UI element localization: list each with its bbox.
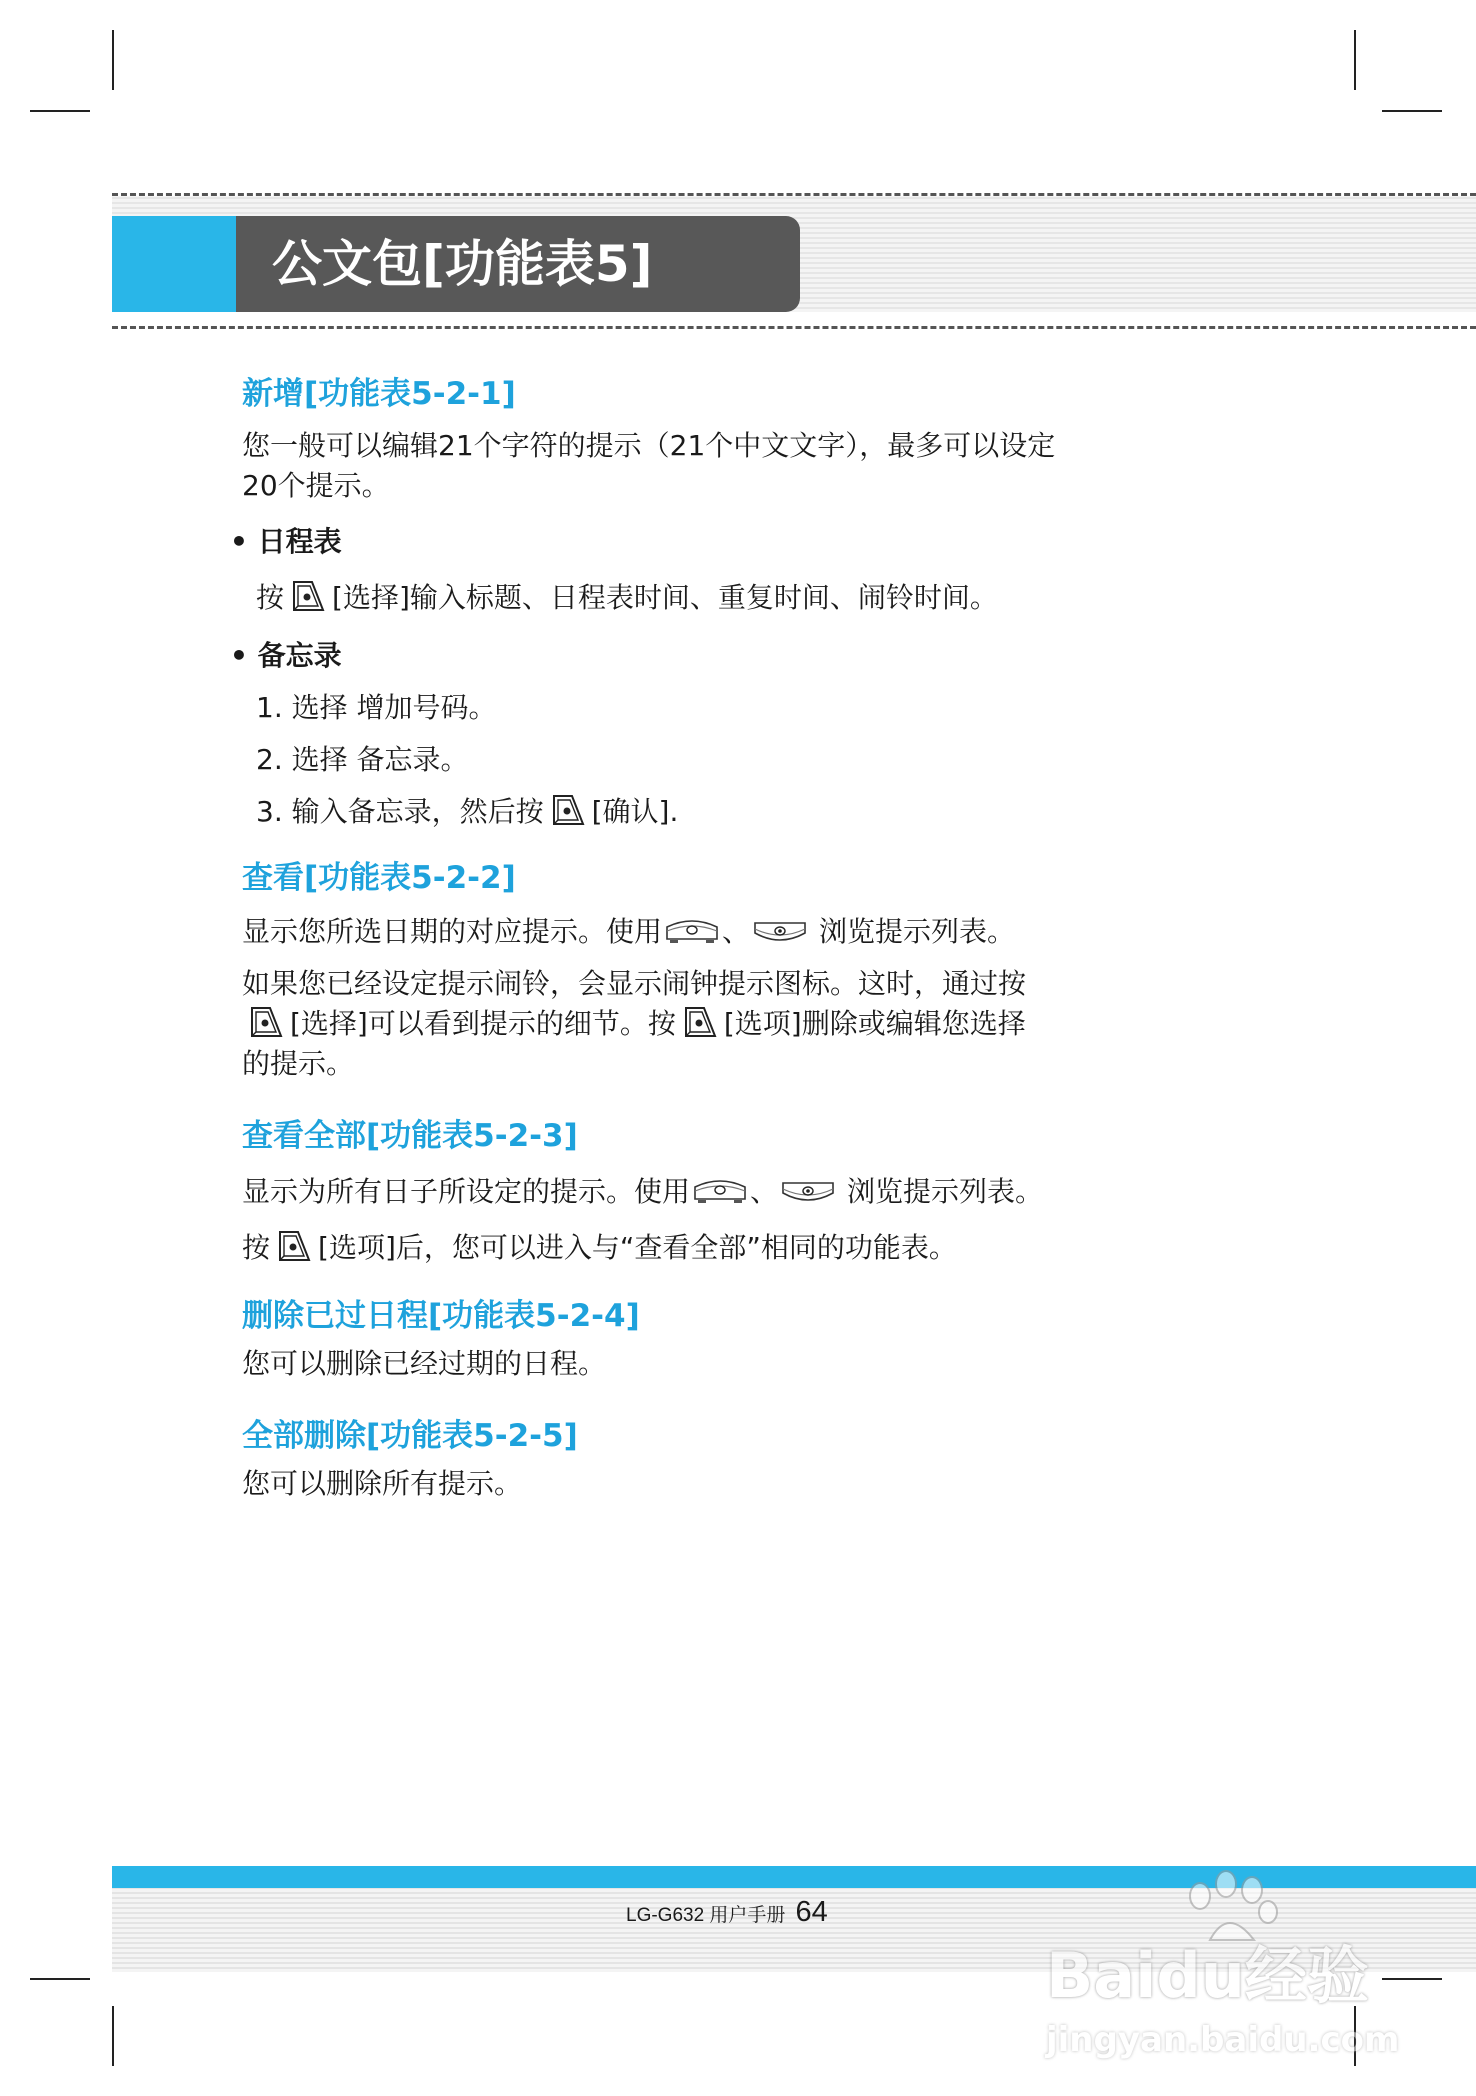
page-number: 64 [795, 1896, 828, 1928]
bullet-memo: • 备忘录 [230, 639, 342, 672]
paragraph: 您可以删除所有提示。 [242, 1467, 523, 1500]
left-soft-key-icon [248, 1005, 284, 1039]
crop-mark [112, 2006, 114, 2066]
text-fragment: 浏览提示列表。 [846, 1175, 1043, 1208]
paragraph [242, 1228, 1182, 1268]
paragraph: 您可以删除已经过期的日程。 [242, 1347, 607, 1380]
section-view [242, 856, 1182, 1084]
section-title: 新增[功能表5-2-1] [242, 376, 516, 412]
footer-label: LG-G632 用户手册 [626, 1905, 786, 1926]
section-delete-all [242, 1414, 1182, 1504]
schedule-instruction [242, 578, 1182, 618]
watermark-brand: Baidu经验 [1046, 1939, 1369, 2012]
memo-step-2: 2. 选择 备忘录。 [256, 743, 469, 776]
section-view-all [242, 1114, 1182, 1268]
memo-step-1: 1. 选择 增加号码。 [256, 691, 497, 724]
text-fragment: 显示您所选日期的对应提示。使用 [242, 915, 663, 948]
paragraph: 如果您已经设定提示闹铃，会显示闹钟提示图标。这时，通过按 [242, 967, 1027, 1000]
main-content [230, 372, 1182, 1504]
paragraph: 您一般可以编辑21个字符的提示（21个中文文字），最多可以设定 [242, 429, 1056, 462]
crop-mark [1354, 30, 1356, 90]
text-fragment: [选择]可以看到提示的细节。按 [290, 1007, 676, 1040]
section-title: 全部删除[功能表5-2-5] [242, 1418, 578, 1454]
nav-down-key-icon [780, 1177, 836, 1205]
watermark-url: jingyan.baidu.com [1046, 2020, 1400, 2060]
crop-mark [112, 30, 114, 90]
section-title: 查看[功能表5-2-2] [242, 860, 516, 896]
paragraph: 的提示。 [242, 1047, 355, 1080]
crop-mark [30, 1978, 90, 1980]
bullet-schedule: • 日程表 [230, 525, 342, 558]
text-fragment: 浏览提示列表。 [818, 915, 1015, 948]
nav-up-key-icon [692, 1177, 748, 1205]
paragraph [242, 1172, 1182, 1212]
text-fragment: [确认]. [591, 795, 679, 828]
nav-down-key-icon [752, 917, 808, 945]
crop-mark [30, 110, 90, 112]
text-fragment: [选择]输入标题、日程表时间、重复时间、闹铃时间。 [332, 581, 998, 614]
left-soft-key-icon [276, 1229, 312, 1263]
text-fragment: 显示为所有日子所设定的提示。使用 [242, 1175, 691, 1208]
text-fragment: 、 [750, 1175, 779, 1208]
section-title: 查看全部[功能表5-2-3] [242, 1118, 578, 1154]
page-title: 公文包[功能表5] [272, 235, 653, 293]
footer-page-info [626, 1896, 828, 1929]
text-fragment: 、 [722, 915, 751, 948]
section-title: 删除已过日程[功能表5-2-4] [242, 1298, 640, 1334]
left-soft-key-icon [550, 793, 586, 827]
watermark [1040, 1870, 1460, 2070]
left-soft-key-icon [290, 579, 326, 613]
text-fragment: 按 [256, 581, 285, 614]
crop-mark [1382, 110, 1442, 112]
paragraph [242, 1004, 1182, 1044]
text-fragment: [选项]后，您可以进入与“查看全部”相同的功能表。 [318, 1231, 957, 1264]
section-delete-past [242, 1294, 1182, 1384]
left-soft-key-icon [682, 1005, 718, 1039]
text-fragment: [选项]删除或编辑您选择 [723, 1007, 1026, 1040]
section-add [230, 372, 1182, 832]
memo-step-3 [242, 792, 1182, 832]
paragraph [242, 912, 1182, 952]
text-fragment: 3. 输入备忘录，然后按 [256, 795, 544, 828]
header-accent-block [112, 216, 242, 312]
header-dash-bottom [112, 326, 1476, 329]
paragraph: 20个提示。 [242, 469, 390, 502]
text-fragment: 按 [242, 1231, 271, 1264]
nav-up-key-icon [664, 917, 720, 945]
